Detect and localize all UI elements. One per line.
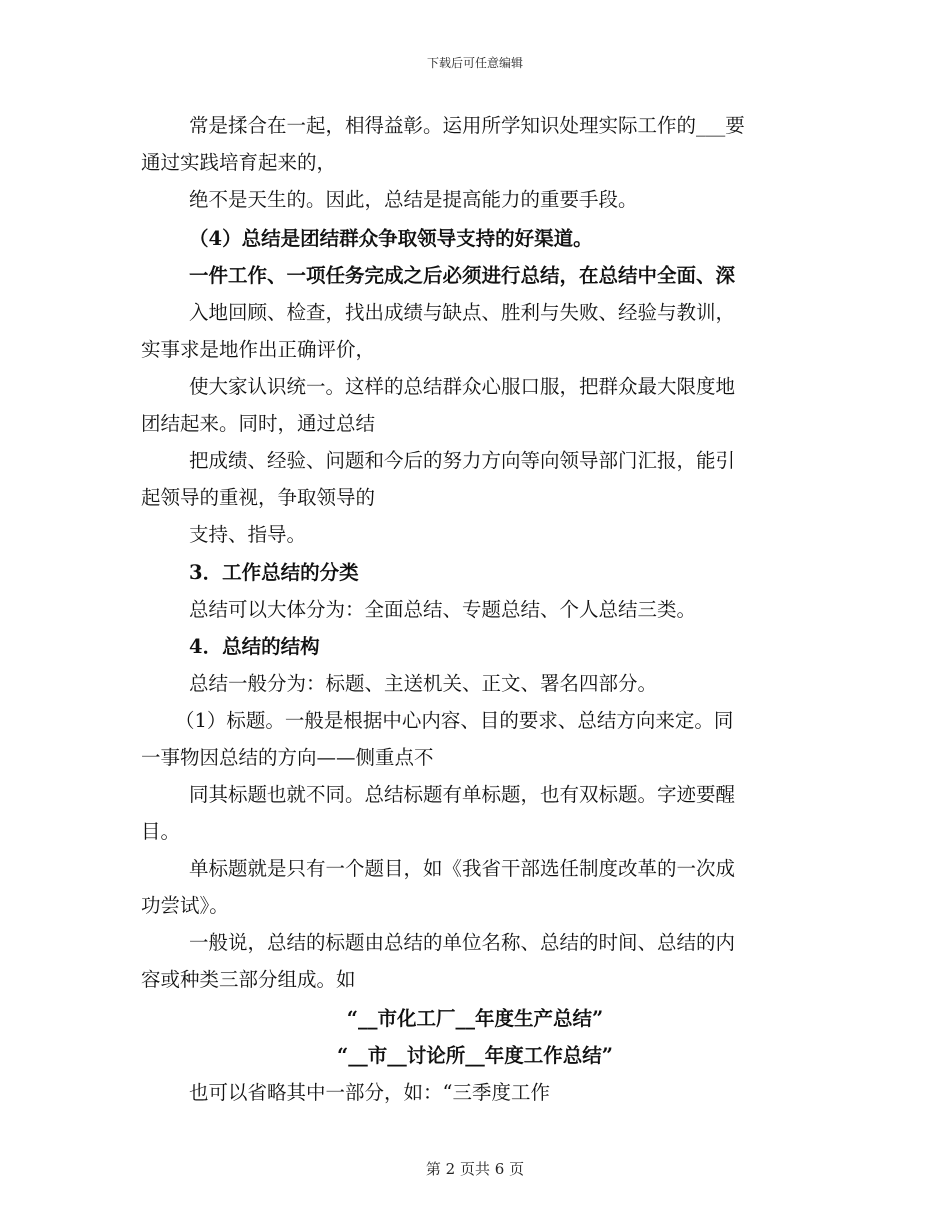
text-line: 入地回顾、检查，找出成绩与缺点、胜利与失败、经验与教训， — [189, 301, 736, 324]
text-line: 一件工作、一项任务完成之后必须进行总结，在总结中全面、深 — [189, 264, 736, 287]
text-line: 支持、指导。 — [189, 523, 307, 546]
section-heading: （4）总结是团结群众争取领导支持的好渠道。 — [189, 227, 593, 250]
text-line: 总结一般分为：标题、主送机关、正文、署名四部分。 — [189, 672, 658, 695]
text-line: 绝不是天生的。因此，总结是提高能力的重要手段。 — [189, 188, 638, 211]
text-line: 单标题就是只有一个题目，如《我省干部选任制度改革的一次成 — [189, 857, 736, 880]
page-header: 下载后可任意编辑 — [426, 56, 523, 70]
text-line: 起领导的重视，争取领导的 — [141, 486, 376, 509]
example-title: “__市化工厂__年度生产总结” — [346, 1007, 604, 1030]
text-line: 实事求是地作出正确评价， — [141, 338, 376, 361]
example-title: “__市__讨论所__年度工作总结” — [337, 1044, 613, 1067]
text-line: 使大家认识统一。这样的总结群众心服口服，把群众最大限度地 — [189, 375, 736, 398]
section-heading: 3．工作总结的分类 — [189, 561, 359, 584]
section-heading: 4．总结的结构 — [189, 635, 320, 658]
text-line: （1）标题。一般是根据中心内容、目的要求、总结方向来定。同 — [175, 709, 734, 732]
text-line: 也可以省略其中一部分，如：“三季度工作 — [189, 1081, 550, 1104]
text-line: 常是揉合在一起，相得益彰。运用所学知识处理实际工作的___要 — [189, 114, 745, 137]
text-line: 一事物因总结的方向——侧重点不 — [141, 746, 434, 769]
text-line: 通过实践培育起来的， — [141, 151, 337, 174]
text-line: 功尝试》。 — [141, 894, 229, 917]
text-line: 团结起来。同时，通过总结 — [141, 412, 376, 435]
text-line: 同其标题也就不同。总结标题有单标题，也有双标题。字迹要醒 — [189, 783, 736, 806]
text-line: 目。 — [141, 820, 181, 843]
text-line: 总结可以大体分为：全面总结、专题总结、个人总结三类。 — [189, 598, 697, 621]
text-line: 容或种类三部分组成。如 — [141, 968, 356, 991]
page-footer: 第 2 页共 6 页 — [425, 1160, 525, 1178]
text-line: 一般说，总结的标题由总结的单位名称、总结的时间、总结的内 — [189, 931, 736, 954]
text-line: 把成绩、经验、问题和今后的努力方向等向领导部门汇报，能引 — [189, 449, 736, 472]
